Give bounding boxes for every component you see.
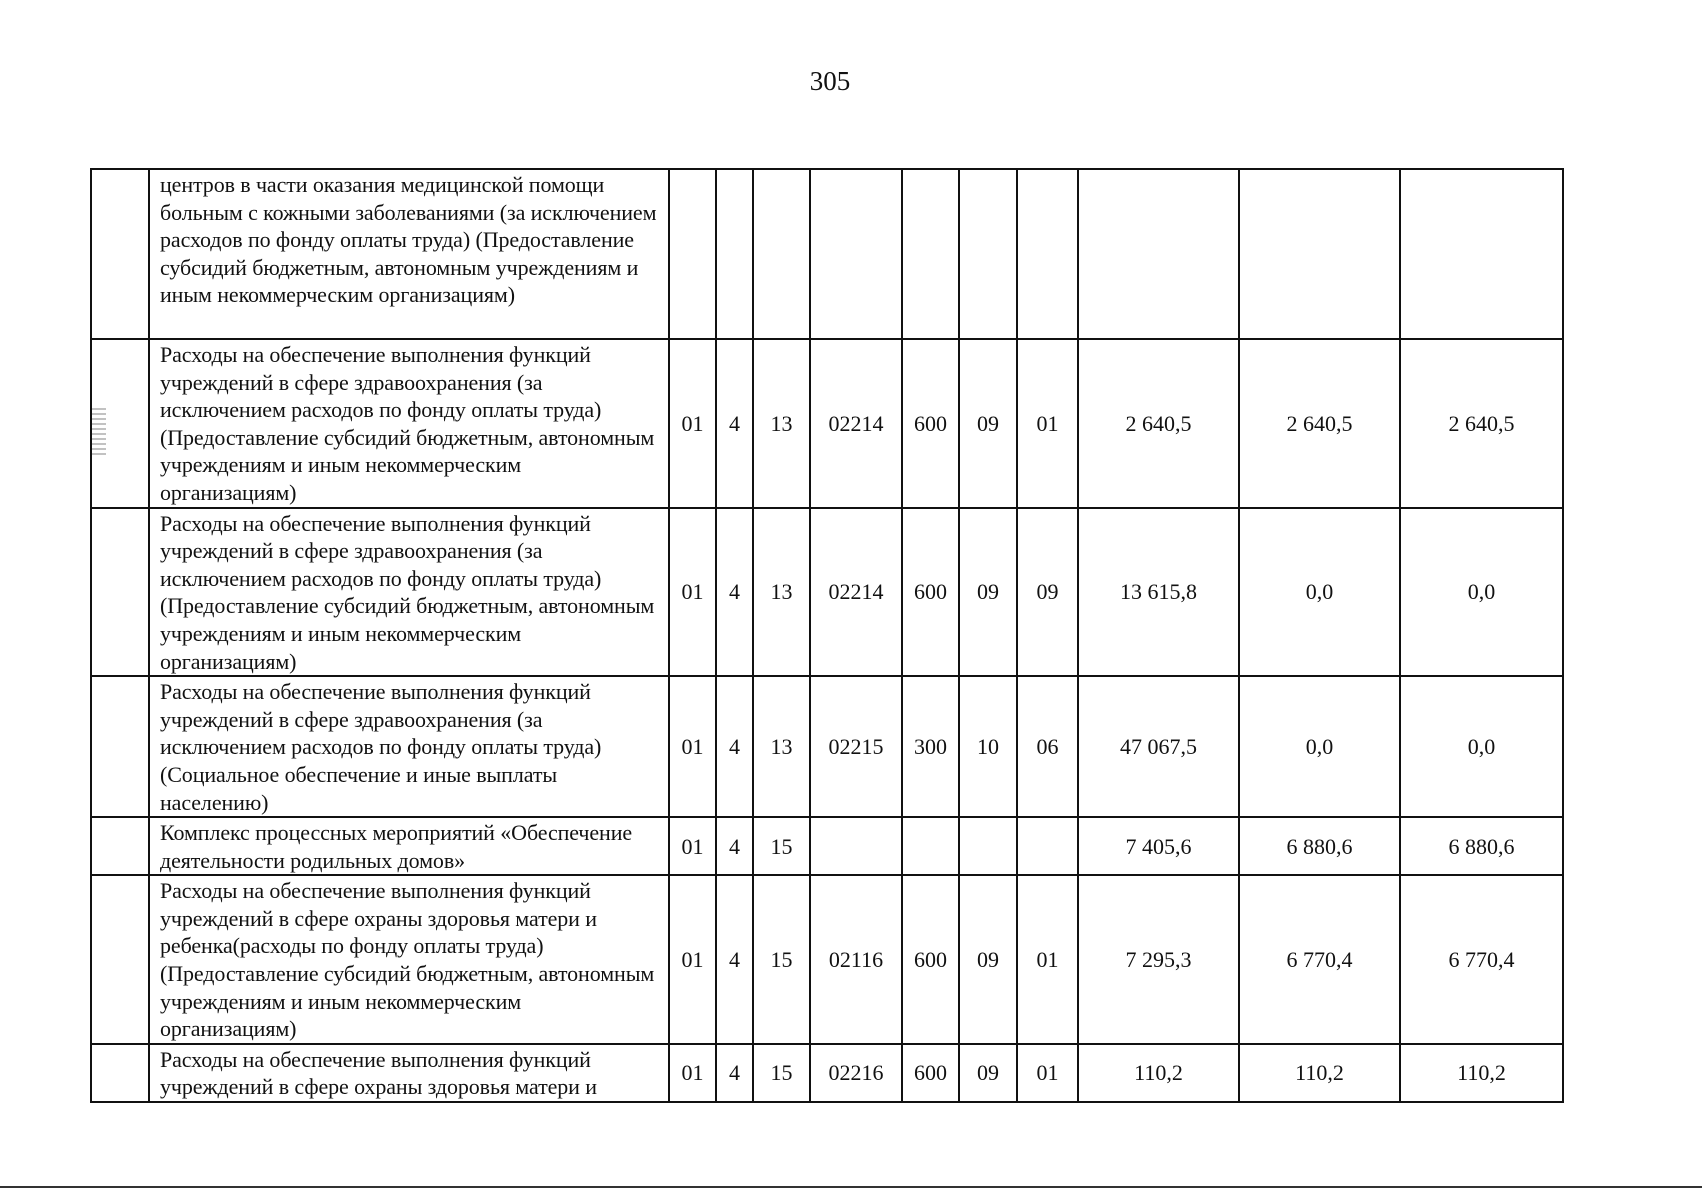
scan-artifact — [92, 408, 106, 456]
table-row — [91, 676, 1563, 817]
code-cell: 02116 — [810, 875, 902, 1044]
code-cell: 4 — [716, 875, 753, 1044]
code-cell: 13 — [753, 339, 810, 508]
amount-cell: 2 640,5 — [1239, 339, 1400, 508]
amount-cell: 6 770,4 — [1239, 875, 1400, 1044]
code-cell: 4 — [716, 508, 753, 677]
code-cell: 15 — [753, 817, 810, 875]
row-number-cell — [91, 817, 149, 875]
table-row — [91, 875, 1563, 1044]
code-cell: 06 — [1017, 676, 1078, 817]
page-number: 305 — [809, 66, 851, 96]
budget-table — [90, 168, 1564, 1103]
code-cell: 13 — [753, 676, 810, 817]
description-cell: Расходы на обеспечение выполнения функций учреждений в сфере охраны здоровья матери и — [149, 1044, 669, 1102]
amount-cell: 0,0 — [1239, 508, 1400, 677]
amount-cell: 7 405,6 — [1078, 817, 1239, 875]
code-cell: 600 — [902, 1044, 959, 1102]
amount-cell: 2 640,5 — [1078, 339, 1239, 508]
description-cell: Расходы на обеспечение выполнения функций учреждений в сфере здравоохранения (за исключением расходов по фонду оплаты труда) (Предоставление субсидий бюджетным, автономным учреждениям и иным некоммерческим организациям) — [149, 508, 669, 677]
code-cell: 300 — [902, 676, 959, 817]
code-cell: 02215 — [810, 676, 902, 817]
code-cell: 15 — [753, 875, 810, 1044]
page-bottom-rule — [0, 1186, 1702, 1188]
code-cell: 01 — [669, 875, 716, 1044]
description-cell: Комплекс процессных мероприятий «Обеспечение деятельности родильных домов» — [149, 817, 669, 875]
table-row — [91, 508, 1563, 677]
code-cell: 600 — [902, 508, 959, 677]
amount-cell: 110,2 — [1239, 1044, 1400, 1102]
code-cell: 15 — [753, 1044, 810, 1102]
code-cell: 13 — [753, 508, 810, 677]
code-cell — [1017, 169, 1078, 339]
amount-cell — [1400, 169, 1563, 339]
code-cell — [753, 169, 810, 339]
code-cell — [669, 169, 716, 339]
description-cell: Расходы на обеспечение выполнения функций учреждений в сфере здравоохранения (за исключением расходов по фонду оплаты труда) (Предоставление субсидий бюджетным, автономным учреждениям и иным некоммерческим организациям) — [149, 339, 669, 508]
code-cell: 01 — [669, 339, 716, 508]
amount-cell — [1239, 169, 1400, 339]
row-number-cell — [91, 676, 149, 817]
code-cell — [716, 169, 753, 339]
code-cell — [959, 169, 1017, 339]
row-number-cell — [91, 1044, 149, 1102]
code-cell: 09 — [1017, 508, 1078, 677]
code-cell: 01 — [1017, 339, 1078, 508]
code-cell: 09 — [959, 508, 1017, 677]
amount-cell — [1078, 169, 1239, 339]
code-cell: 02214 — [810, 339, 902, 508]
amount-cell: 13 615,8 — [1078, 508, 1239, 677]
code-cell — [959, 817, 1017, 875]
table-row — [91, 169, 1563, 339]
code-cell: 4 — [716, 339, 753, 508]
amount-cell: 110,2 — [1078, 1044, 1239, 1102]
description-cell: центров в части оказания медицинской помощи больным с кожными заболеваниями (за исключением расходов по фонду оплаты труда) (Предоставление субсидий бюджетным, автономным учреждениям и иным некоммерческим организациям) — [149, 169, 669, 339]
code-cell: 10 — [959, 676, 1017, 817]
code-cell — [902, 817, 959, 875]
amount-cell: 7 295,3 — [1078, 875, 1239, 1044]
code-cell: 01 — [669, 676, 716, 817]
amount-cell: 6 770,4 — [1400, 875, 1563, 1044]
code-cell: 02214 — [810, 508, 902, 677]
code-cell — [902, 169, 959, 339]
amount-cell: 0,0 — [1400, 676, 1563, 817]
code-cell: 600 — [902, 339, 959, 508]
code-cell: 01 — [669, 508, 716, 677]
row-number-cell — [91, 508, 149, 677]
code-cell — [810, 169, 902, 339]
code-cell: 01 — [669, 817, 716, 875]
table-row — [91, 817, 1563, 875]
amount-cell: 6 880,6 — [1239, 817, 1400, 875]
code-cell: 01 — [1017, 1044, 1078, 1102]
amount-cell: 2 640,5 — [1400, 339, 1563, 508]
code-cell: 4 — [716, 1044, 753, 1102]
code-cell: 09 — [959, 875, 1017, 1044]
code-cell: 09 — [959, 1044, 1017, 1102]
code-cell: 600 — [902, 875, 959, 1044]
code-cell: 01 — [1017, 875, 1078, 1044]
row-number-cell — [91, 169, 149, 339]
table-row — [91, 339, 1563, 508]
code-cell: 4 — [716, 676, 753, 817]
amount-cell: 47 067,5 — [1078, 676, 1239, 817]
amount-cell: 110,2 — [1400, 1044, 1563, 1102]
code-cell: 02216 — [810, 1044, 902, 1102]
description-cell: Расходы на обеспечение выполнения функций учреждений в сфере охраны здоровья матери и ребенка(расходы по фонду оплаты труда) (Предоставление субсидий бюджетным, автономным учреждениям и иным некоммерческим организациям) — [149, 875, 669, 1044]
amount-cell: 6 880,6 — [1400, 817, 1563, 875]
row-number-cell — [91, 875, 149, 1044]
description-cell: Расходы на обеспечение выполнения функций учреждений в сфере здравоохранения (за исключением расходов по фонду оплаты труда) (Социальное обеспечение и иные выплаты населению) — [149, 676, 669, 817]
code-cell: 01 — [669, 1044, 716, 1102]
code-cell: 09 — [959, 339, 1017, 508]
amount-cell: 0,0 — [1239, 676, 1400, 817]
code-cell — [1017, 817, 1078, 875]
code-cell — [810, 817, 902, 875]
amount-cell: 0,0 — [1400, 508, 1563, 677]
code-cell: 4 — [716, 817, 753, 875]
table-row — [91, 1044, 1563, 1102]
